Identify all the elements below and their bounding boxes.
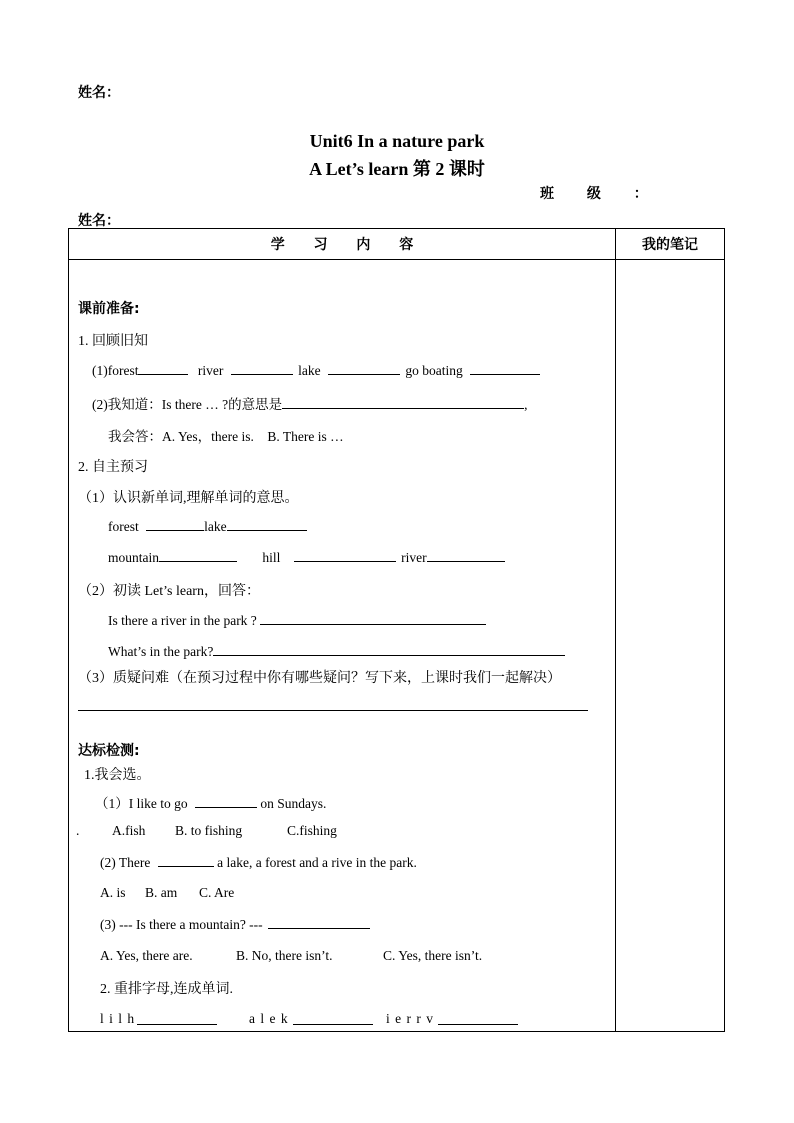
name-label: 姓名： — [78, 213, 120, 229]
notes-cell[interactable] — [616, 260, 725, 1032]
notes-header: 我的笔记 — [642, 237, 698, 253]
self-study-part1: （1）认识新单词,理解单词的意思。 — [78, 491, 299, 506]
blank[interactable] — [195, 795, 257, 808]
choice-q3-option-a: A. Yes, there are. — [100, 948, 193, 963]
answer-options: 我会答：A. Yes，there is. B. There is … — [108, 429, 344, 444]
content-header-cell — [69, 229, 616, 260]
choice-q1-option-b: B. to fishing — [175, 823, 243, 838]
notes-header-cell — [616, 229, 725, 260]
blank[interactable] — [294, 549, 396, 562]
test-heading: 达标检测: — [78, 743, 140, 759]
choice-q3 — [100, 916, 370, 933]
word-forest: (1)forest — [92, 363, 139, 378]
choice-q1-dot: . — [76, 823, 80, 838]
choice-title: 1.我会选。 — [84, 768, 151, 783]
meaning-question — [92, 393, 527, 413]
choice-q3-option-c: C. Yes, there isn’t. — [383, 948, 483, 963]
word-lake: lake — [298, 363, 321, 378]
content-header: 学 习 内 容 — [270, 237, 414, 253]
word-river: river — [197, 363, 224, 378]
blank[interactable] — [282, 396, 524, 409]
answer-blank[interactable] — [213, 643, 565, 656]
new-words-row1 — [108, 518, 307, 535]
rearrange-blank-1[interactable] — [137, 1011, 217, 1025]
choice-q3-text: (3) --- Is there a mountain? --- — [100, 917, 263, 932]
blank[interactable] — [427, 549, 505, 562]
question-river-text: Is there a river in the park ? — [108, 613, 257, 628]
word-mountain: mountain — [108, 550, 159, 565]
choice-q1-option-c: C.fishing — [287, 823, 337, 838]
word-go-boating: go boating — [405, 363, 463, 378]
self-study-part2: （2）初读 Let’s learn，回答： — [78, 584, 260, 599]
question-park-text: What’s in the park? — [108, 644, 214, 659]
preview-heading: 课前准备: — [78, 301, 140, 317]
blank[interactable] — [231, 362, 293, 375]
rearrange-item-2: a l e k — [249, 1011, 289, 1026]
page-subtitle: A Let’s learn 第 2 课时 — [309, 159, 485, 179]
choice-q1-option-a: A.fish — [112, 823, 146, 838]
self-study-title: 2. 自主预习 — [78, 460, 148, 475]
choice-q1 — [95, 792, 326, 812]
blank[interactable] — [227, 518, 307, 531]
rearrange-item-3: i e r r v — [386, 1011, 434, 1026]
question-park — [108, 643, 565, 660]
blank[interactable] — [268, 916, 370, 929]
name-label-top: 姓名： — [78, 85, 120, 101]
word-lake-2: lake — [204, 519, 227, 534]
word-river-2: river — [401, 550, 427, 565]
meaning-question-comma: , — [524, 397, 528, 412]
choice-q2-option-b: B. am — [145, 885, 178, 900]
answer-blank[interactable] — [260, 612, 486, 625]
new-words-row2 — [108, 549, 505, 566]
word-forest-2: forest — [108, 519, 139, 534]
rearrange-blank-2[interactable] — [293, 1011, 373, 1025]
choice-q3-option-b: B. No, there isn’t. — [236, 948, 333, 963]
blank[interactable] — [328, 362, 400, 375]
rearrange-blank-3[interactable] — [438, 1011, 518, 1025]
blank[interactable] — [158, 854, 214, 867]
review-words-row — [92, 362, 540, 379]
word-hill: hill — [262, 550, 281, 565]
choice-q2-option-c: C. Are — [199, 885, 235, 900]
rearrange-title: 2. 重排字母,连成单词. — [100, 982, 233, 997]
choice-q2 — [100, 854, 417, 871]
page-title: Unit6 In a nature park — [309, 131, 485, 151]
review-title: 1. 回顾旧知 — [78, 334, 148, 349]
rearrange-item-1: l i l h — [100, 1011, 136, 1026]
blank[interactable] — [470, 362, 540, 375]
choice-q1-suffix: on Sundays. — [260, 796, 327, 811]
blank[interactable] — [159, 549, 237, 562]
class-label: 班 级 ： — [540, 186, 648, 202]
answer-line[interactable] — [78, 710, 588, 711]
self-study-part3: （3）质疑问难（在预习过程中你有哪些疑问？写下来，上课时我们一起解决） — [78, 671, 561, 686]
meaning-question-text: (2)我知道：Is there … ?的意思是 — [92, 397, 283, 412]
choice-q1-text: （1）I like to go — [95, 796, 188, 811]
blank[interactable] — [146, 518, 204, 531]
question-river — [108, 612, 486, 629]
choice-q2-text: (2) There — [100, 855, 151, 870]
blank[interactable] — [138, 362, 188, 375]
choice-q2-suffix: a lake, a forest and a rive in the park. — [217, 855, 417, 870]
choice-q2-option-a: A. is — [100, 885, 126, 900]
worksheet-table — [68, 228, 725, 1032]
